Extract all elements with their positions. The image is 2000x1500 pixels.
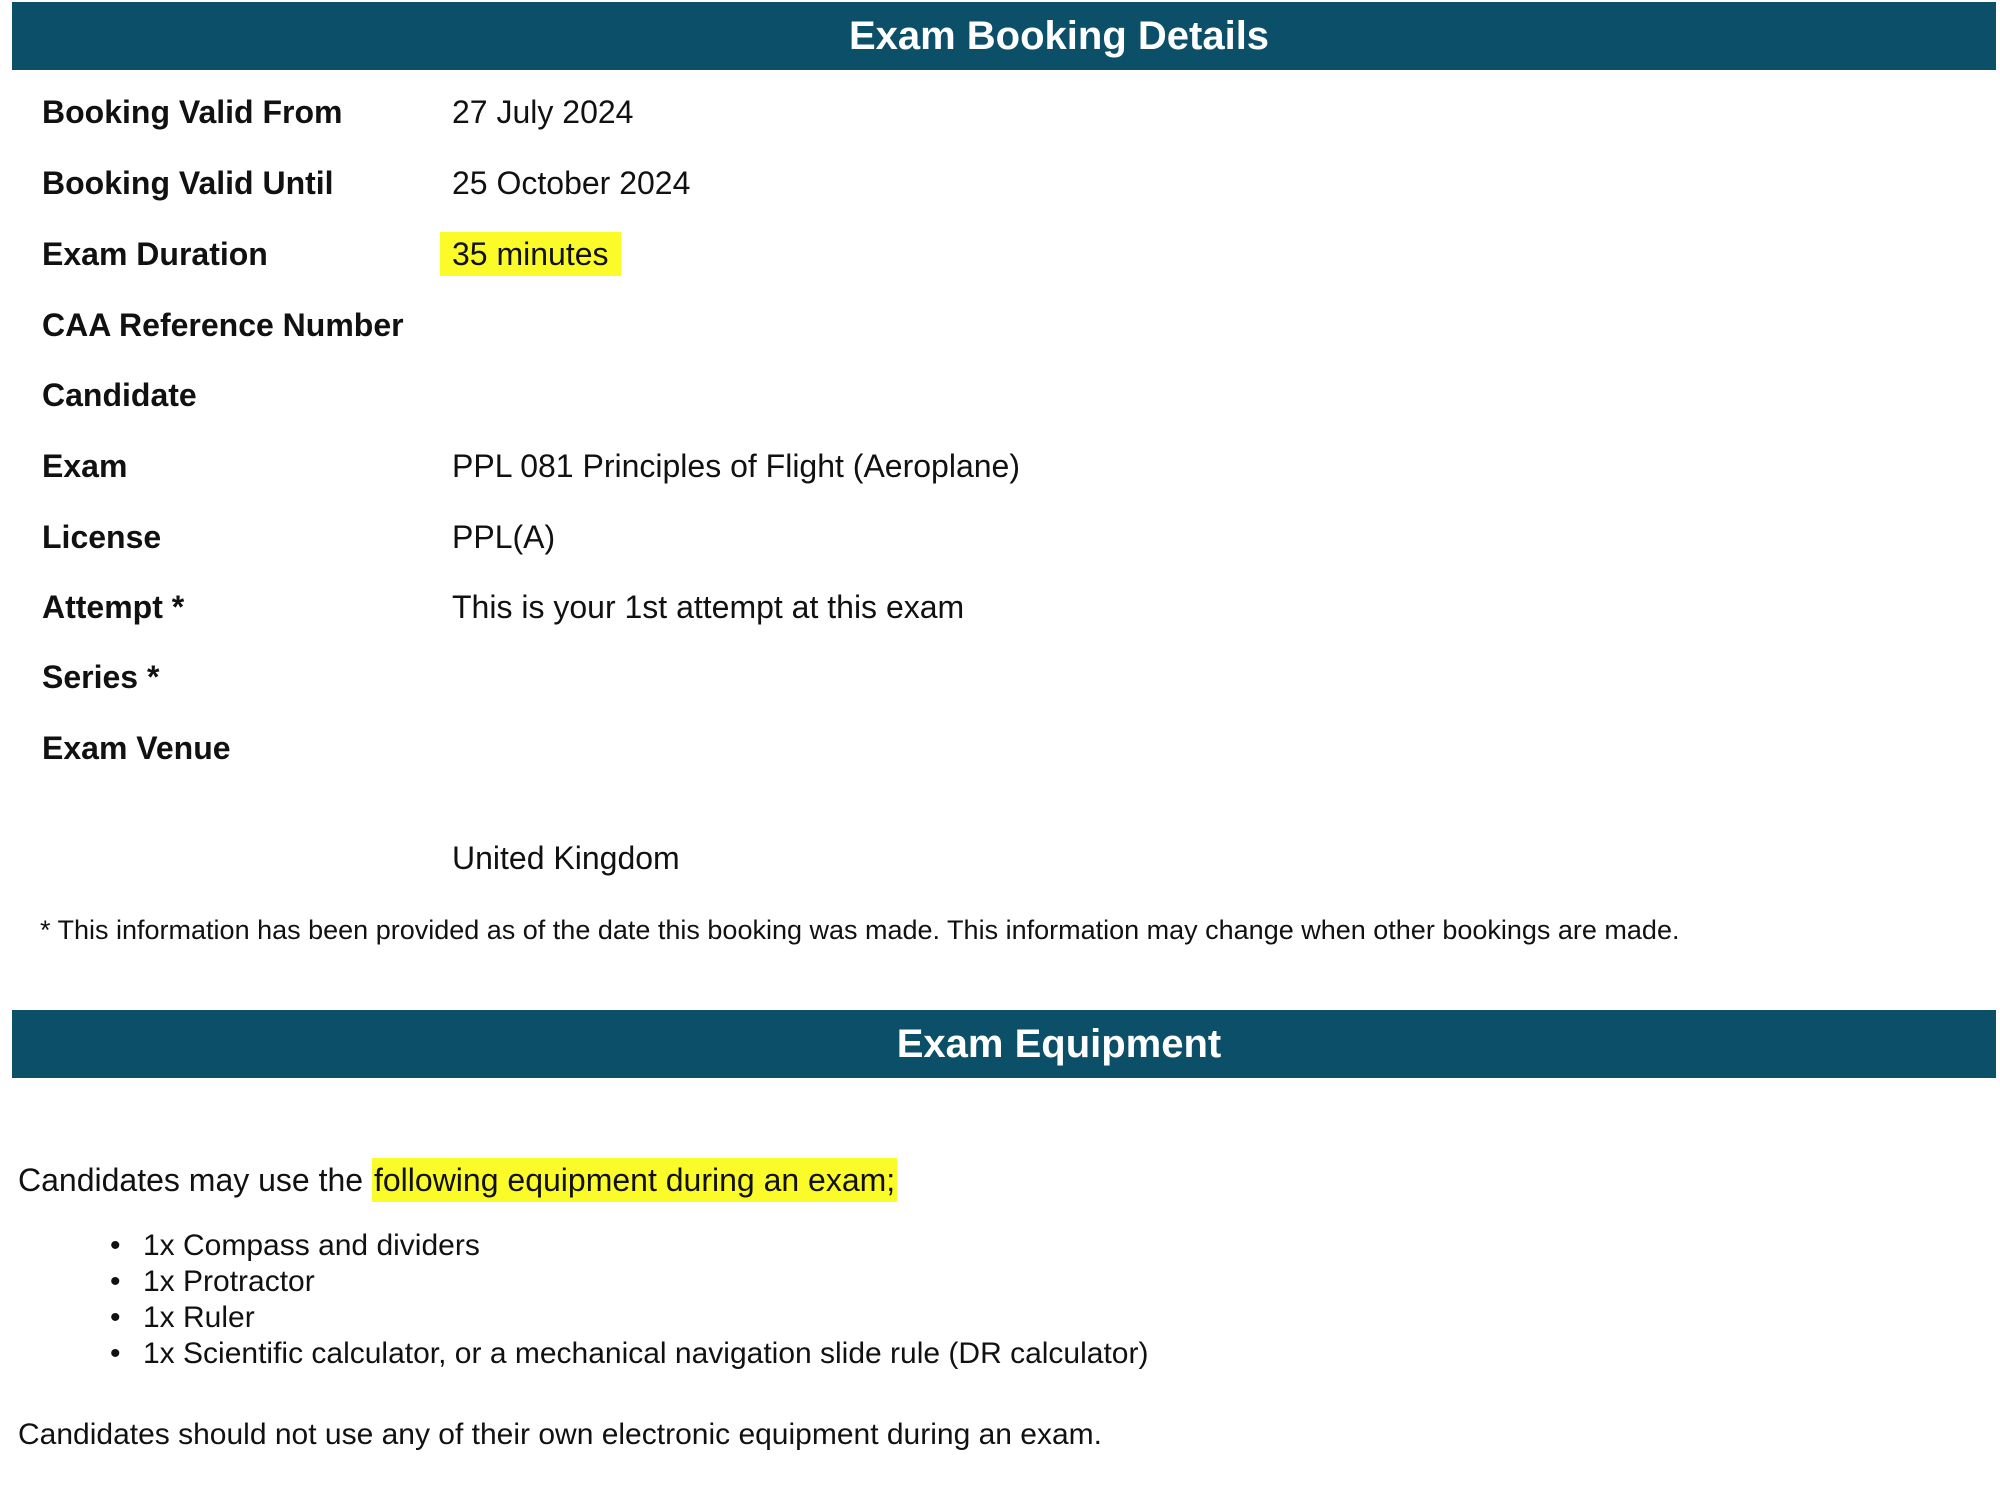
exam-equipment-header: Exam Equipment [12,1010,1996,1078]
field-value: 27 July 2024 [452,94,634,130]
booking-footnote: * This information has been provided as of the date this booking was made. This information may change when other bookings are made. [40,915,1680,945]
list-item-text: 1x Ruler [143,1301,255,1334]
field-label: Exam Venue [42,730,231,766]
list-item-text: 1x Protractor [143,1265,315,1298]
field-row-exam-duration [42,224,1942,284]
list-item [110,1228,1148,1264]
field-value: PPL 081 Principles of Flight (Aeroplane) [452,448,1020,484]
equipment-intro [18,1155,897,1205]
list-item [110,1300,1148,1336]
field-value: 25 October 2024 [452,165,691,201]
field-value: This is your 1st attempt at this exam [452,589,965,625]
field-row-exam-venue [42,718,1942,778]
equipment-list [110,1228,1148,1372]
field-value: PPL(A) [452,519,556,555]
field-row-candidate [42,365,1942,425]
field-row-booking-valid-until [42,153,1942,213]
equipment-closing-note: Candidates should not use any of their own electronic equipment during an exam. [18,1418,1102,1451]
bullet-icon: • [110,1301,121,1334]
field-value-highlighted [452,224,621,284]
list-item [110,1336,1148,1372]
field-row-exam [42,436,1942,496]
field-label: Attempt * [42,589,185,625]
field-label: Exam Duration [42,236,268,272]
field-label: Booking Valid Until [42,165,334,201]
highlighted-text: 35 minutes [440,232,621,276]
field-label: License [42,519,162,555]
booking-details-header: Exam Booking Details [12,2,1996,70]
field-label: Series * [42,659,160,695]
field-row-series [42,647,1942,707]
bullet-icon: • [110,1337,121,1370]
venue-country: United Kingdom [452,840,680,876]
field-label: Booking Valid From [42,94,343,130]
list-item [110,1264,1148,1300]
field-row-booking-valid-from [42,82,1942,142]
bullet-icon: • [110,1229,121,1262]
intro-plain-text: Candidates may use the [18,1162,364,1198]
field-label: Exam [42,448,128,484]
field-label: CAA Reference Number [42,307,404,343]
intro-highlighted-text: following equipment during an exam; [372,1158,897,1202]
field-row-caa-reference [42,295,1942,355]
list-item-text: 1x Compass and dividers [143,1229,480,1262]
field-row-attempt [42,577,1942,637]
bullet-icon: • [110,1265,121,1298]
list-item-text: 1x Scientific calculator, or a mechanical navigation slide rule (DR calculator) [143,1337,1149,1370]
field-label: Candidate [42,377,197,413]
field-row-license [42,507,1942,567]
